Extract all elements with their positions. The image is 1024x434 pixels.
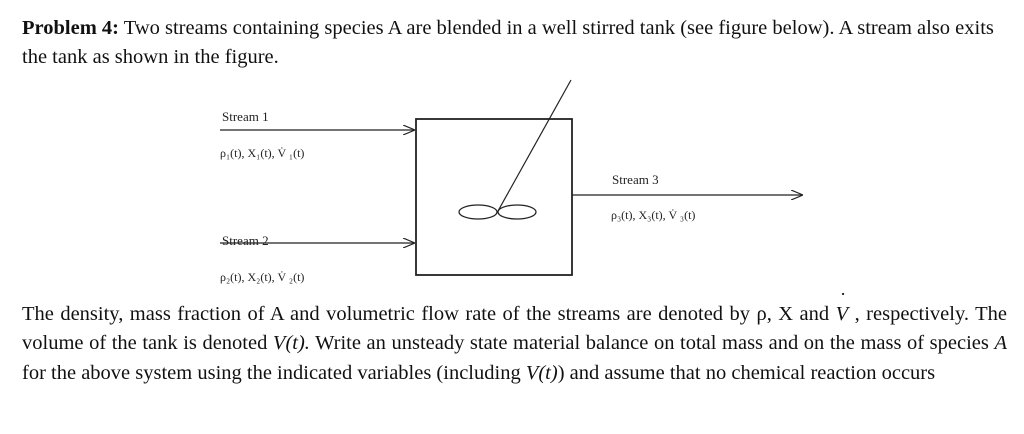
description-part1: The density, mass fraction of A and volumetric flow rate of the streams are denoted by ρ, X and <box>22 303 836 325</box>
description-part4: for the above system using the indicated variables (including <box>22 361 526 384</box>
species-symbol: A <box>994 332 1007 355</box>
stirrer-shaft <box>498 80 571 211</box>
problem-description <box>22 300 1007 388</box>
stream1-variables: ρ₁(t), X₁(t), V̇ ₁(t) <box>220 146 305 160</box>
stream3-label: Stream 3 <box>612 172 659 187</box>
tank <box>416 119 572 275</box>
tank-volume-symbol: V(t). <box>272 332 310 355</box>
impeller <box>459 205 536 219</box>
description-part3: Write an unsteady state material balance on total mass and on the mass of species <box>309 332 995 355</box>
volumetric-flow-symbol: ˙ V <box>836 300 849 329</box>
problem-statement-text: Two streams containing species A are blended in a well stirred tank (see figure below). A stream also exits the tank as shown in the figure. <box>22 17 994 68</box>
tank-volume-symbol-2: V(t) <box>525 361 558 384</box>
description-part5: ) and assume that no chemical reaction occurs <box>557 361 936 384</box>
stream1-label: Stream 1 <box>222 109 269 124</box>
description-part2: , respectively. The volume of the tank is denoted <box>22 303 1007 355</box>
stream2-label: Stream 2 <box>222 233 269 248</box>
stream2-variables: ρ₂(t), X₂(t), V̇ ₂(t) <box>220 270 305 284</box>
problem-label: Problem 4: <box>22 17 119 39</box>
stream3-variables: ρ₃(t), X₃(t), V̇ ₃(t) <box>611 208 696 222</box>
